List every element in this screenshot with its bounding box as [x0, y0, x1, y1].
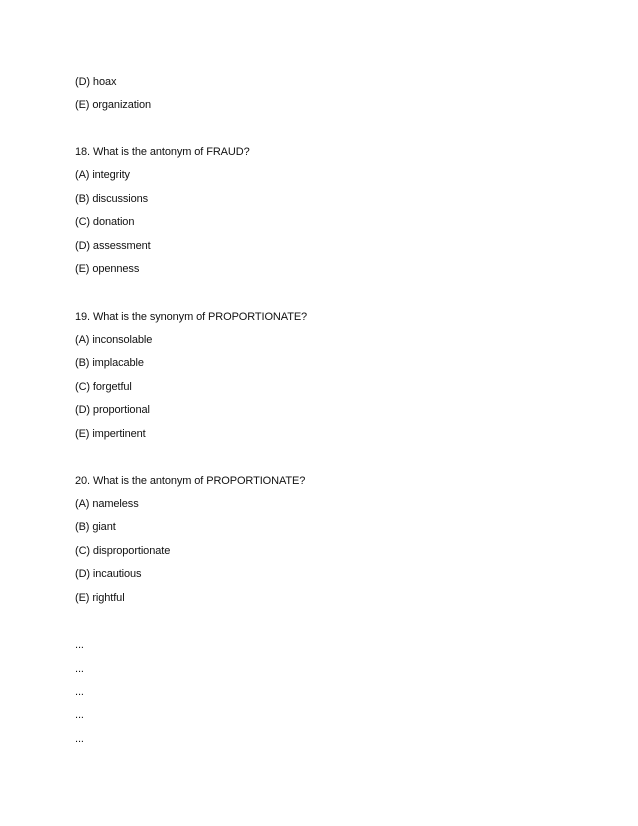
question-18-option-a: (A) integrity	[75, 169, 130, 181]
ellipsis-line: ...	[75, 709, 84, 721]
question-18-option-d: (D) assessment	[75, 240, 151, 252]
ellipsis-line: ...	[75, 639, 84, 651]
option-d-hoax: (D) hoax	[75, 76, 117, 88]
question-20-option-b: (B) giant	[75, 521, 116, 533]
ellipsis-line: ...	[75, 663, 84, 675]
ellipsis-line: ...	[75, 686, 84, 698]
question-18-option-c: (C) donation	[75, 216, 135, 228]
question-20-option-d: (D) incautious	[75, 568, 142, 580]
question-20-option-e: (E) rightful	[75, 592, 125, 604]
question-18-prompt: 18. What is the antonym of FRAUD?	[75, 146, 250, 158]
question-18-option-b: (B) discussions	[75, 193, 149, 205]
question-19-option-a: (A) inconsolable	[75, 334, 153, 346]
question-19-option-d: (D) proportional	[75, 404, 150, 416]
question-18-option-e: (E) openness	[75, 263, 140, 275]
question-20-option-c: (C) disproportionate	[75, 545, 171, 557]
question-19-option-b: (B) implacable	[75, 357, 144, 369]
question-20-prompt: 20. What is the antonym of PROPORTIONATE?	[75, 475, 306, 487]
question-20-option-a: (A) nameless	[75, 498, 139, 510]
question-19-option-e: (E) impertinent	[75, 428, 146, 440]
question-19-prompt: 19. What is the synonym of PROPORTIONATE?	[75, 311, 308, 323]
option-e-organization: (E) organization	[75, 99, 152, 111]
question-19-option-c: (C) forgetful	[75, 381, 132, 393]
ellipsis-line: ...	[75, 733, 84, 745]
